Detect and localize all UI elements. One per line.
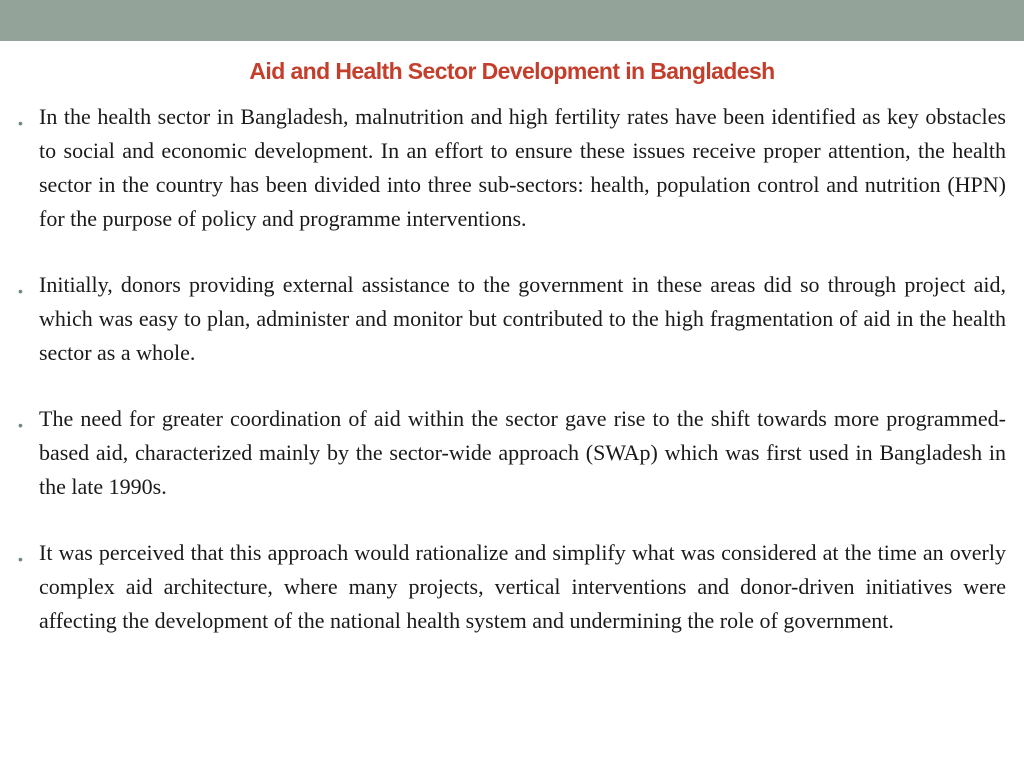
bullet-icon: • [18, 115, 23, 131]
slide-title: Aid and Health Sector Development in Bangladesh [249, 58, 775, 84]
bullet-text: Initially, donors providing external assistance to the government in these areas did so through project aid, which was easy to plan, administer and monitor but contributed to the high fragmentation of aid in the health sector as a whole. [39, 272, 1006, 365]
bullet-list [18, 100, 1006, 670]
bullet-item [18, 100, 1006, 236]
bullet-text: The need for greater coordination of aid within the sector gave rise to the shift towards more programmed-based aid, characterized mainly by the sector-wide approach (SWAp) which was first used in Bangladesh in the late 1990s. [39, 406, 1006, 499]
bullet-icon: • [18, 551, 23, 567]
bullet-text: It was perceived that this approach would rationalize and simplify what was considered at the time an overly complex aid architecture, where many projects, vertical interventions and donor-driven initiatives were affecting the development of the national health system and undermining the role of government. [39, 540, 1006, 633]
header-band [0, 0, 1024, 41]
bullet-item [18, 536, 1006, 638]
bullet-item [18, 268, 1006, 370]
bullet-icon: • [18, 283, 23, 299]
bullet-icon: • [18, 417, 23, 433]
bullet-item [18, 402, 1006, 504]
bullet-text: In the health sector in Bangladesh, malnutrition and high fertility rates have been identified as key obstacles to social and economic development. In an effort to ensure these issues receive proper attention, the health sector in the country has been divided into three sub-sectors: health, population control and nutrition (HPN) for the purpose of policy and programme interventions. [39, 104, 1006, 231]
